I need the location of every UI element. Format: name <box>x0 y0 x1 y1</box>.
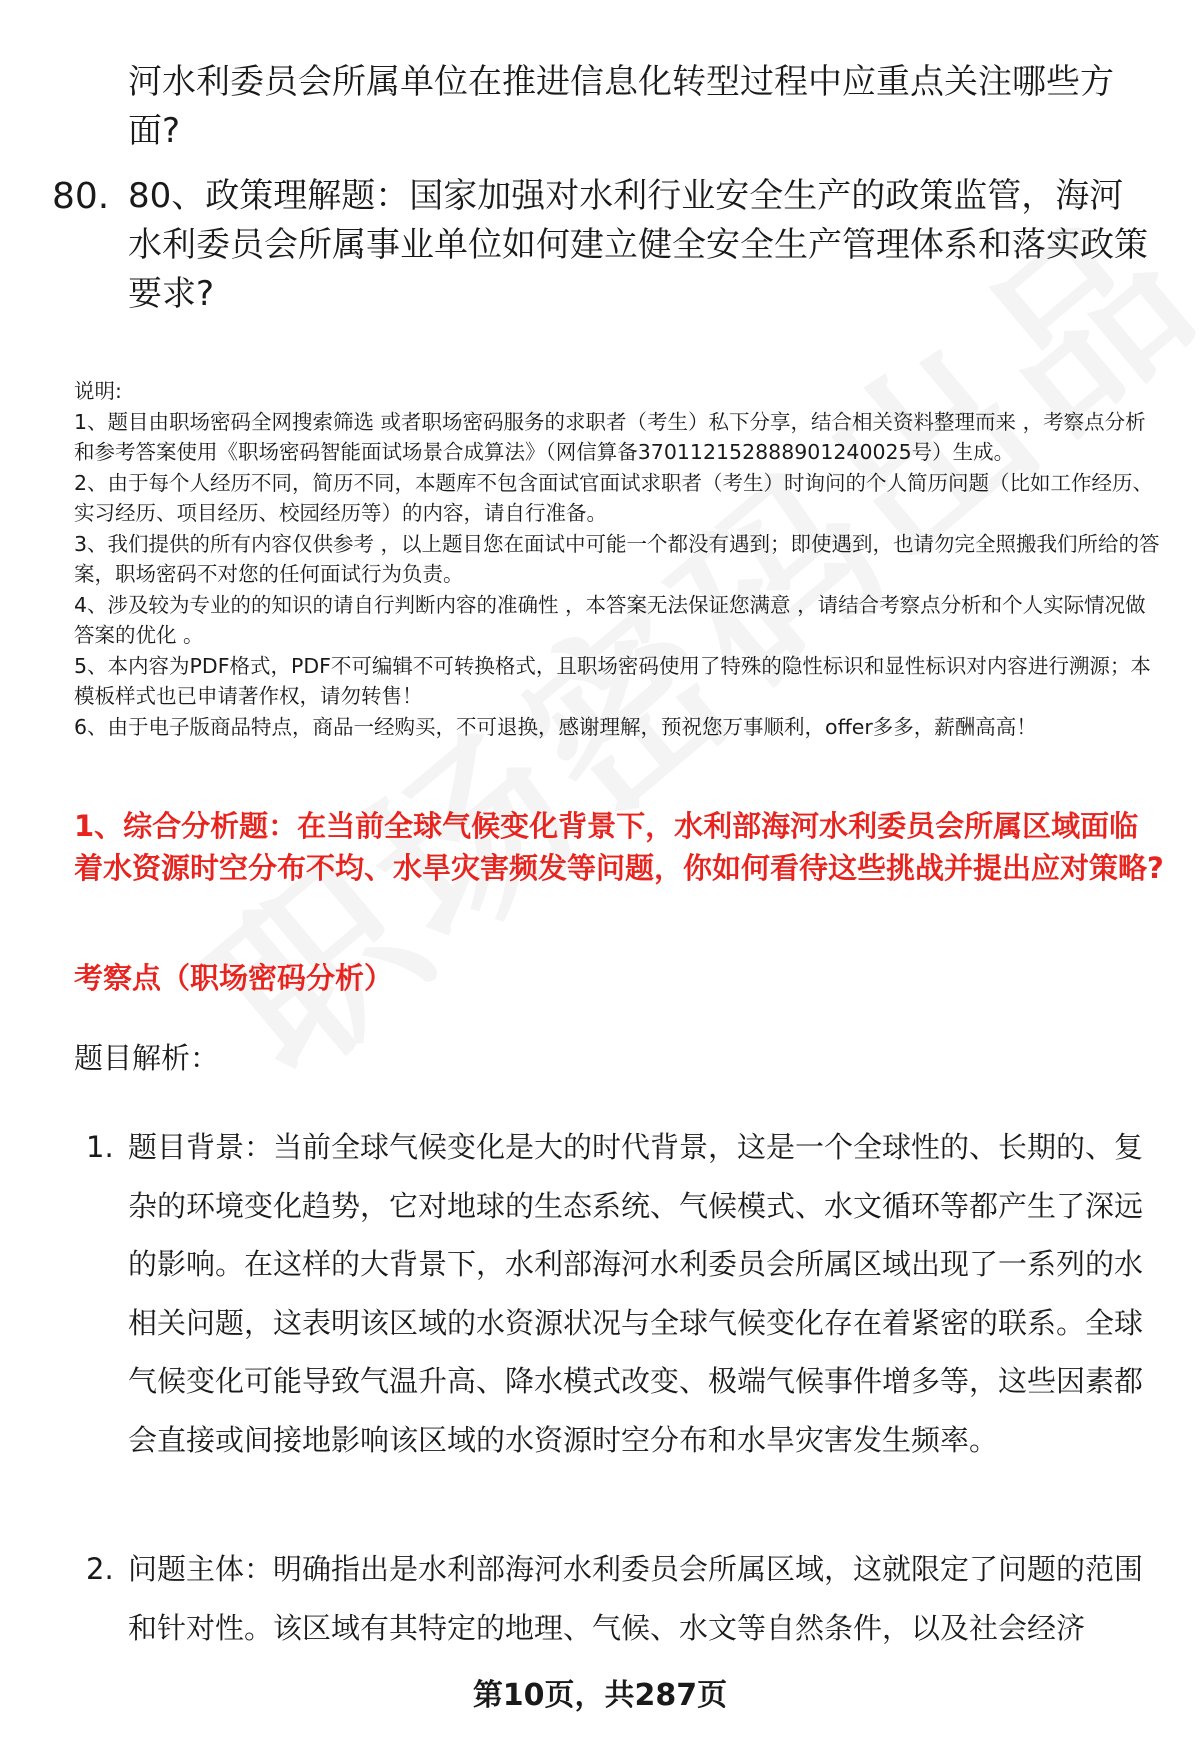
note-item: 4、涉及较为专业的的知识的请自行判断内容的准确性 ，本答案无法保证您满意 ，请结合考察点分析和个人实际情况做答案的优化 。 <box>74 592 1146 647</box>
key-points-heading: 考察点（职场密码分析） <box>74 961 394 995</box>
note-item: 1、题目由职场密码全网搜索筛选 或者职场密码服务的求职者（考生）私下分享，结合相关资料整理而来 ，考察点分析和参考答案使用《职场密码智能面试场景合成算法》（网信算备370112152888901240025号）生成。 <box>74 409 1146 464</box>
question-text: 80、政策理解题：国家加强对水利行业安全生产的政策监管，海河水利委员会所属事业单位如何建立健全安全生产管理体系和落实政策要求? <box>128 176 1148 314</box>
analysis-text: 题目背景：当前全球气候变化是大的时代背景，这是一个全球性的、长期的、复杂的环境变化趋势，它对地球的生态系统、气候模式、水文循环等都产生了深远的影响。在这样的大背景下，水利部海河水利委员会所属区域出现了一系列的水相关问题，这表明该区域的水资源状况与全球气候变化存在着紧密的联系。全球气候变化可能导致气温升高、降水模式改变、极端气候事件增多等，这些因素都会直接或间接地影响该区域的水资源时空分布和水旱灾害发生频率。 <box>128 1130 1144 1457</box>
analysis-label: 题目解析： <box>74 1041 220 1075</box>
question-number: 80. <box>52 176 110 217</box>
note-item: 5、本内容为PDF格式，PDF不可编辑不可转换格式，且职场密码使用了特殊的隐性标识和显性标识对内容进行溯源；本模板样式也已申请著作权，请勿转售！ <box>74 653 1151 708</box>
analysis-text: 问题主体：明确指出是水利部海河水利委员会所属区域，这就限定了问题的范围和针对性。该区域有其特定的地理、气候、水文等自然条件，以及社会经济 <box>128 1552 1144 1645</box>
notes-section <box>74 376 1164 742</box>
note-item: 3、我们提供的所有内容仅供参考 ，以上题目您在面试中可能一个都没有遇到；即使遇到，也请勿完全照搬我们所给的答案，职场密码不对您的任何面试行为负责。 <box>74 531 1160 586</box>
note-item: 2、由于每个人经历不同，简历不同，本题库不包含面试官面试求职者（考生）时询问的个人简历问题（比如工作经历、实习经历、项目经历、校园经历等）的内容，请自行准备。 <box>74 470 1154 525</box>
page-footer: 第10页，共287页 <box>472 1678 728 1713</box>
previous-question-text: 河水利委员会所属单位在推进信息化转型过程中应重点关注哪些方面? <box>128 62 1114 151</box>
notes-heading: 说明: <box>74 379 122 403</box>
analysis-number: 2. <box>86 1552 114 1586</box>
analysis-number: 1. <box>86 1130 114 1164</box>
question-1-title: 1、综合分析题：在当前全球气候变化背景下，水利部海河水利委员会所属区域面临着水资源时空分布不均、水旱灾害频发等问题，你如何看待这些挑战并提出应对策略? <box>74 809 1164 885</box>
note-item: 6、由于电子版商品特点，商品一经购买，不可退换，感谢理解，预祝您万事顺利，offer多多，薪酬高高！ <box>74 714 1037 739</box>
